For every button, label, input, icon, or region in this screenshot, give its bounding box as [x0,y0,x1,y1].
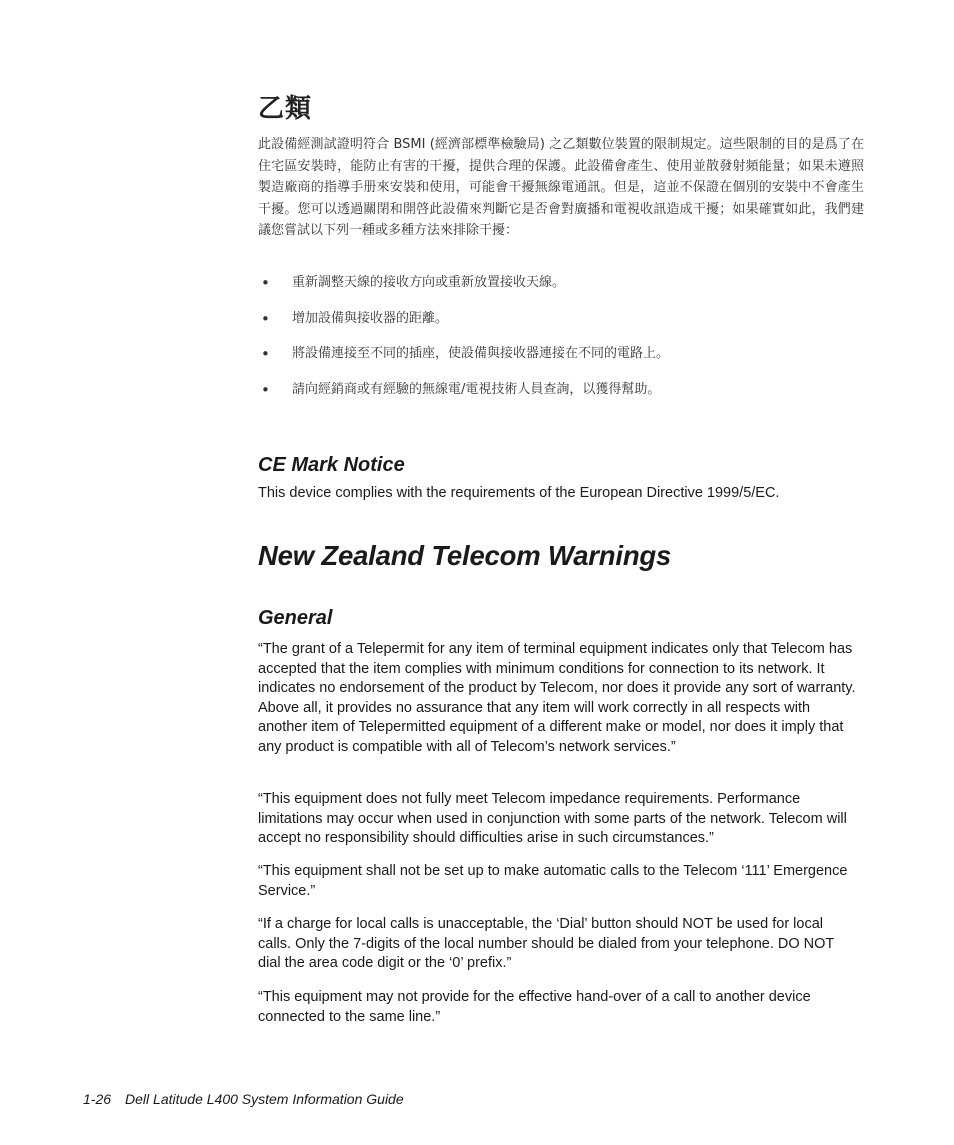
nz-paragraph-local-calls: “If a charge for local calls is unacceptable, the ‘Dial’ button should NOT be used for local calls. Only the 7-digits of the local number should be dialed from your telephone. DO NOT dial the area code digit or the ‘0’ prefix.” [258,916,834,971]
nz-paragraph-impedance: “This equipment does not fully meet Telecom impedance requirements. Performance limitations may occur when used in conjunction with some parts of the network. Telecom will accept no responsibility should difficulties arise in such circumstances.” [258,791,847,846]
bullet-icon: • [261,380,270,399]
nz-paragraph-handover: “This equipment may not provide for the effective hand-over of a call to another device connected to the same line.” [258,989,811,1025]
list-item [258,306,864,342]
bullet-icon: • [261,274,270,292]
page-number: 1-26 [83,1091,112,1107]
nz-paragraph-emergency: “This equipment shall not be set up to make automatic calls to the Telecom ‘111’ Emergence Service.” [258,863,848,899]
cjk-section-paragraph: 此設備經測試證明符合 BSMI (經濟部標準檢驗局) 之乙類數位裝置的限制規定。這些限制的目的是爲了在住宅區安裝時，能防止有害的干擾，提供合理的保護。此設備會產生、使用並散發射頻能量；如果未遵照製造廠商的指導手册來安裝和使用，可能會干擾無線電通訊。但是，這並不保證在個別的安裝中不會產生干擾。您可以透過關閉和開啓此設備來判斷它是否會對廣播和電視收訊造成干擾；如果確實如此，我們建議您嘗試以下列一種或多種方法來排除干擾： [258,137,864,238]
general-subheading: General [258,607,333,629]
cjk-bullet-list [258,270,864,412]
list-item [258,270,864,306]
page-footer [83,1091,404,1107]
bullet-icon: • [261,345,270,363]
guide-title: Dell Latitude L400 System Information Guide [125,1091,404,1107]
list-item-text: 將設備連接至不同的插座，使設備與接收器連接在不同的電路上。 [292,346,670,361]
ce-mark-text: This device complies with the requirements of the European Directive 1999/5/EC. [258,485,780,501]
cjk-section-title: 乙類 [258,94,313,124]
ce-mark-heading: CE Mark Notice [258,454,405,476]
nz-telecom-heading: New Zealand Telecom Warnings [258,540,672,571]
bullet-icon: • [261,309,270,328]
nz-paragraph-telepermit: “The grant of a Telepermit for any item of terminal equipment indicates only that Telecom has accepted that the item complies with minimum conditions for connection to its network. It indicates no endorsement of the product by Telecom, nor does it provide any sort of warranty. Above all, it provides no assurance that any item will work correctly in all respects with another item of Telepermitted equipment of a different make or model, nor does it imply that any product is compatible with all of Telecom’s network services.” [258,641,856,755]
list-item-text: 請向經銷商或有經驗的無線電/電視技術人員查詢，以獲得幫助。 [292,381,661,397]
list-item [258,377,864,413]
list-item-text: 增加設備與接收器的距離。 [292,310,449,326]
list-item-text: 重新調整天線的接收方向或重新放置接收天線。 [292,275,566,290]
list-item [258,341,864,377]
